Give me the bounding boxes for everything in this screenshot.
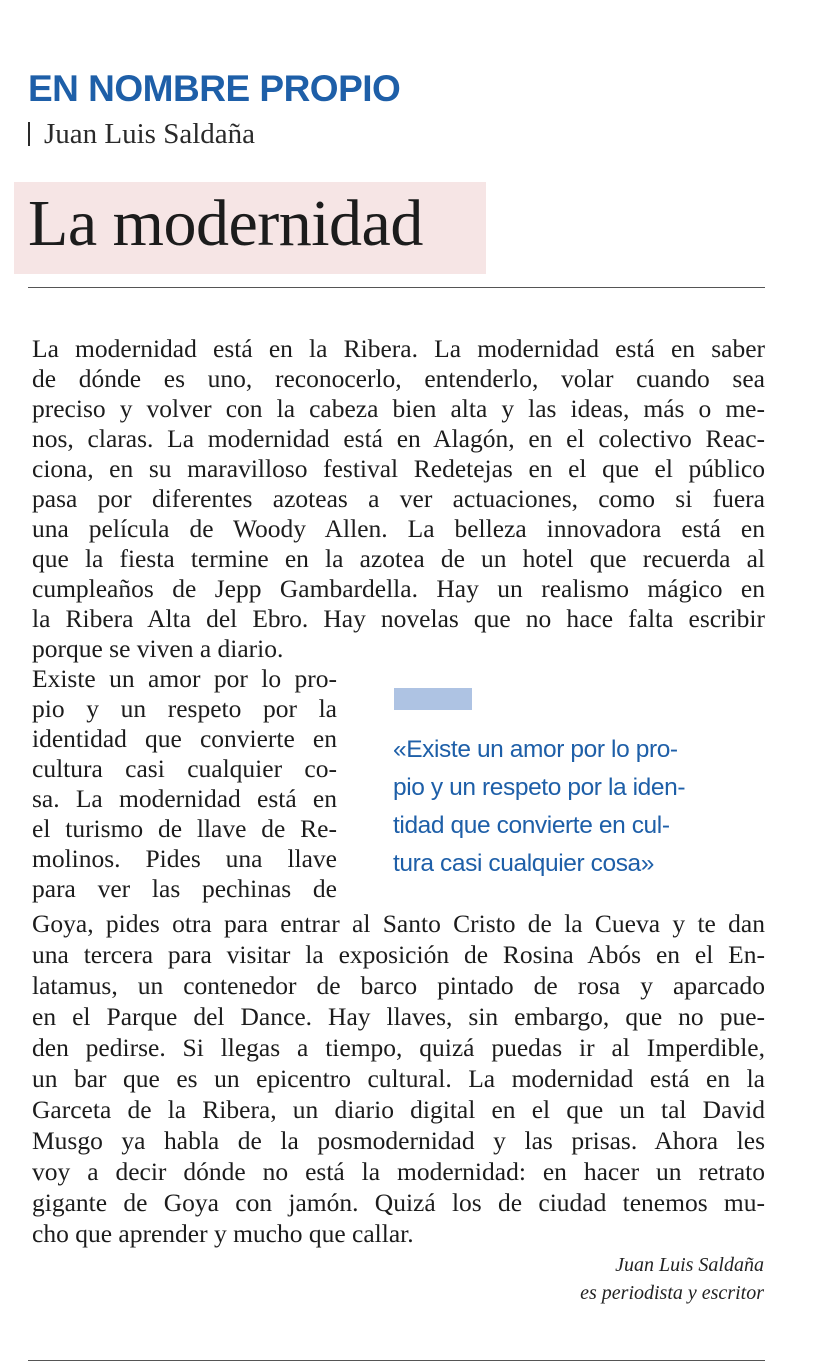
body-line: nos, claras. La modernidad está en Alagón, en el colectivo Reac- (32, 424, 765, 453)
body-line: sa. La modernidad está en (32, 784, 337, 813)
body-line: voy a decir dónde no está la modernidad: en hacer un retrato (32, 1157, 765, 1186)
body-line: que la fiesta termine en la azotea de un hotel que recuerda al (32, 544, 765, 573)
pull-quote-line: «Existe un amor por lo pro- (393, 736, 678, 763)
body-line: den pedirse. Si llegas a tiempo, quizá puedas ir al Imperdible, (32, 1033, 765, 1062)
body-line: La modernidad está en la Ribera. La modernidad está en saber (32, 334, 765, 363)
body-line: para ver las pechinas de (32, 874, 337, 903)
byline (28, 118, 255, 151)
byline-divider (28, 122, 30, 146)
bottom-rule (28, 1360, 765, 1361)
signature-name: Juan Luis Saldaña (615, 1254, 764, 1276)
pull-quote-line: pio y un respeto por la iden- (393, 774, 686, 801)
body-line: cumpleaños de Jepp Gambardella. Hay un realismo mágico en (32, 574, 765, 603)
body-line: preciso y volver con la cabeza bien alta y las ideas, más o me- (32, 394, 765, 423)
body-line: de dónde es uno, reconocerlo, entenderlo, volar cuando sea (32, 364, 765, 393)
body-line: una tercera para visitar la exposición de Rosina Abós en el En- (32, 940, 765, 969)
body-line: Existe un amor por lo pro- (32, 664, 337, 693)
body-line: ciona, en su maravilloso festival Redetejas en el que el público (32, 454, 765, 483)
pull-quote-line: tura casi cualquier cosa» (393, 850, 655, 877)
body-line: gigante de Goya con jamón. Quizá los de ciudad tenemos mu- (32, 1188, 765, 1217)
body-line: Goya, pides otra para entrar al Santo Cristo de la Cueva y te dan (32, 909, 765, 938)
body-line: la Ribera Alta del Ebro. Hay novelas que no hace falta escribir (32, 604, 765, 633)
headline: La modernidad (28, 187, 423, 260)
body-line: pio y un respeto por la (32, 694, 337, 723)
body-line: cho que aprender y mucho que callar. (32, 1219, 414, 1248)
body-line: identidad que convierte en (32, 724, 337, 753)
top-rule (28, 287, 765, 288)
body-line: cultura casi cualquier co- (32, 754, 337, 783)
body-line: Garceta de la Ribera, un diario digital en el que un tal David (32, 1095, 765, 1124)
body-line: una película de Woody Allen. La belleza innovadora está en (32, 514, 765, 543)
body-line: un bar que es un epicentro cultural. La modernidad está en la (32, 1064, 765, 1093)
pull-quote-bar (394, 688, 472, 710)
section-title: EN NOMBRE PROPIO (28, 68, 401, 109)
body-line: molinos. Pides una llave (32, 844, 337, 873)
body-line: en el Parque del Dance. Hay llaves, sin embargo, que no pue- (32, 1002, 765, 1031)
signature-role: es periodista y escritor (580, 1282, 764, 1304)
body-line: latamus, un contenedor de barco pintado de rosa y aparcado (32, 971, 765, 1000)
byline-author: Juan Luis Saldaña (44, 118, 256, 150)
body-line: Musgo ya habla de la posmodernidad y las prisas. Ahora les (32, 1126, 765, 1155)
body-line: el turismo de llave de Re- (32, 814, 337, 843)
body-line: porque se viven a diario. (32, 634, 284, 663)
pull-quote-line: tidad que convierte en cul- (393, 812, 670, 839)
body-line: pasa por diferentes azoteas a ver actuaciones, como si fuera (32, 484, 765, 513)
